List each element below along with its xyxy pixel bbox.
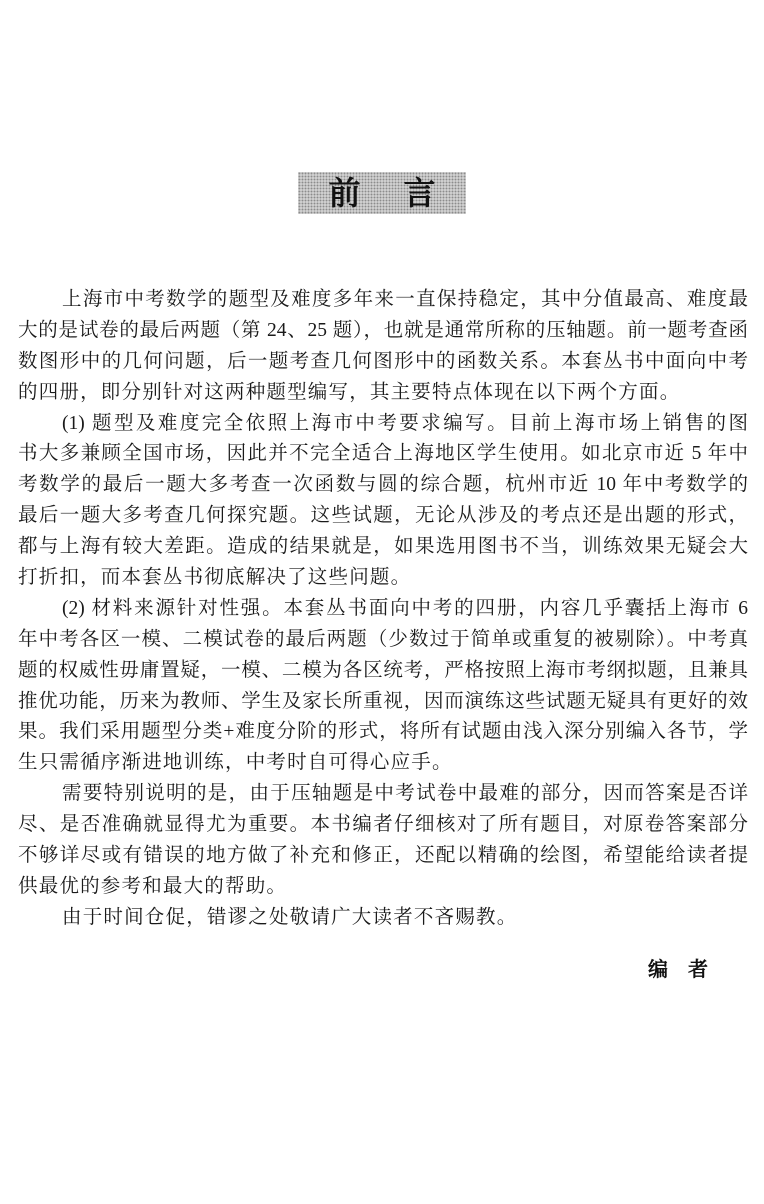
text-line: 上海市中考数学的题型及难度多年来一直保持稳定，其中分值最高、难度最 — [62, 289, 748, 310]
preface-body — [18, 285, 748, 934]
text-line: 推优功能，历来为教师、学生及家长所重视，因而演练这些试题无疑具有更好的效 — [18, 690, 748, 712]
paragraph — [18, 409, 748, 594]
paragraph — [18, 594, 748, 779]
paragraph — [18, 903, 748, 934]
text-line: 大的是试卷的最后两题（第 24、25 题），也就是通常所称的压轴题。前一题考查函 — [18, 319, 748, 341]
page-title: 前 言 — [328, 175, 436, 211]
text-line: 供最优的参考和最大的帮助。 — [18, 875, 288, 897]
paragraph — [18, 779, 748, 903]
text-line: 书大多兼顾全国市场，因此并不完全适合上海地区学生使用。如北京市近 5 年中 — [18, 443, 748, 465]
text-line: 不够详尽或有错误的地方做了补充和修正，还配以精确的绘图，希望能给读者提 — [18, 845, 748, 867]
paragraph — [18, 285, 748, 409]
text-line: 果。我们采用题型分类+难度分阶的形式，将所有试题由浅入深分别编入各节，学 — [18, 721, 748, 743]
author-signature: 编 者 — [648, 959, 708, 981]
text-line: 的四册，即分别针对这两种题型编写，其主要特点体现在以下两个方面。 — [18, 381, 681, 403]
text-line: (1) 题型及难度完全依照上海市中考要求编写。目前上海市场上销售的图 — [62, 412, 748, 434]
text-line: 最后一题大多考查几何探究题。这些试题，无论从涉及的考点还是出题的形式， — [18, 505, 748, 527]
text-line: 由于时间仓促，错谬之处敬请广大读者不吝赐教。 — [62, 906, 518, 928]
text-line: 年中考各区一模、二模试卷的最后两题（少数过于简单或重复的被剔除）。中考真 — [18, 628, 748, 650]
title-box — [298, 172, 466, 214]
text-line: 数图形中的几何问题，后一题考查几何图形中的函数关系。本套丛书中面向中考 — [18, 350, 748, 372]
text-line: 需要特别说明的是，由于压轴题是中考试卷中最难的部分，因而答案是否详 — [62, 783, 748, 805]
text-line: 考数学的最后一题大多考查一次函数与圆的综合题，杭州市近 10 年中考数学的 — [18, 474, 748, 496]
text-line: 打折扣，而本套丛书彻底解决了这些问题。 — [18, 567, 412, 589]
text-line: 都与上海有较大差距。造成的结果就是，如果选用图书不当，训练效果无疑会大 — [18, 536, 748, 558]
text-line: (2) 材料来源针对性强。本套丛书面向中考的四册，内容几乎囊括上海市 6 — [62, 597, 748, 619]
text-line: 生只需循序渐进地训练，中考时自可得心应手。 — [18, 752, 453, 774]
text-line: 题的权威性毋庸置疑，一模、二模为各区统考，严格按照上海市考纲拟题，且兼具 — [18, 659, 748, 681]
text-line: 尽、是否准确就显得尤为重要。本书编者仔细核对了所有题目，对原卷答案部分 — [18, 814, 748, 836]
